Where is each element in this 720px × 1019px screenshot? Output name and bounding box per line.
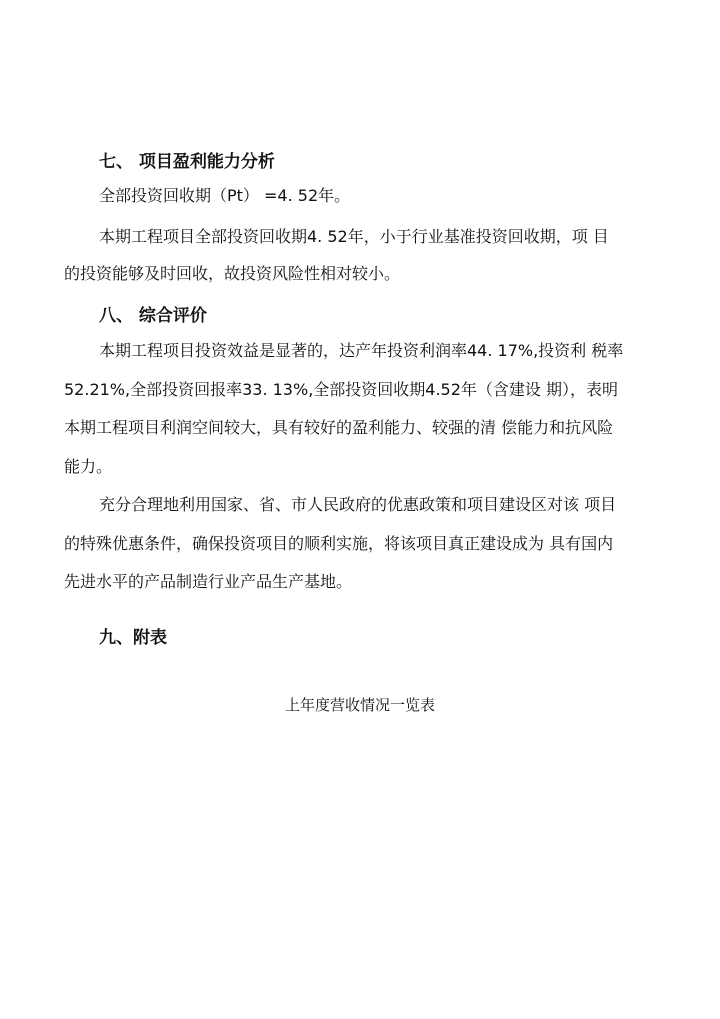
payback-period-line: 全部投资回收期（Pt） =4. 52年。 — [99, 186, 351, 205]
evaluation-paragraph-1-line-1: 本期工程项目投资效益是显著的，达产年投资利润率44. 17%,投资利 税率 — [99, 341, 624, 360]
evaluation-paragraph-2-line-3: 先进水平的产品制造行业产品生产基地。 — [64, 572, 353, 591]
table-caption: 上年度营收情况一览表 — [284, 696, 435, 714]
section-8-heading: 八、 综合评价 — [99, 306, 207, 326]
evaluation-paragraph-1-line-3: 本期工程项目利润空间较大，具有较好的盈利能力、较强的清 偿能力和抗风险 — [64, 418, 614, 437]
evaluation-paragraph-1-line-4: 能力。 — [64, 457, 113, 476]
section-7-paragraph-line-1: 本期工程项目全部投资回收期4. 52年，小于行业基准投资回收期，项 目 — [99, 227, 609, 246]
evaluation-paragraph-2-line-1: 充分合理地利用国家、省、市人民政府的优惠政策和项目建设区对该 项目 — [99, 495, 617, 514]
section-7-paragraph-line-2: 的投资能够及时回收，故投资风险性相对较小。 — [64, 264, 401, 283]
section-9-heading: 九、附表 — [99, 628, 167, 648]
evaluation-paragraph-1-line-2: 52.21%,全部投资回报率33. 13%,全部投资回收期4.52年（含建设 期），表明 — [64, 380, 618, 399]
evaluation-paragraph-2-line-2: 的特殊优惠条件，确保投资项目的顺利实施，将该项目真正建设成为 具有国内 — [64, 534, 614, 553]
section-7-heading: 七、 项目盈利能力分析 — [99, 152, 275, 172]
